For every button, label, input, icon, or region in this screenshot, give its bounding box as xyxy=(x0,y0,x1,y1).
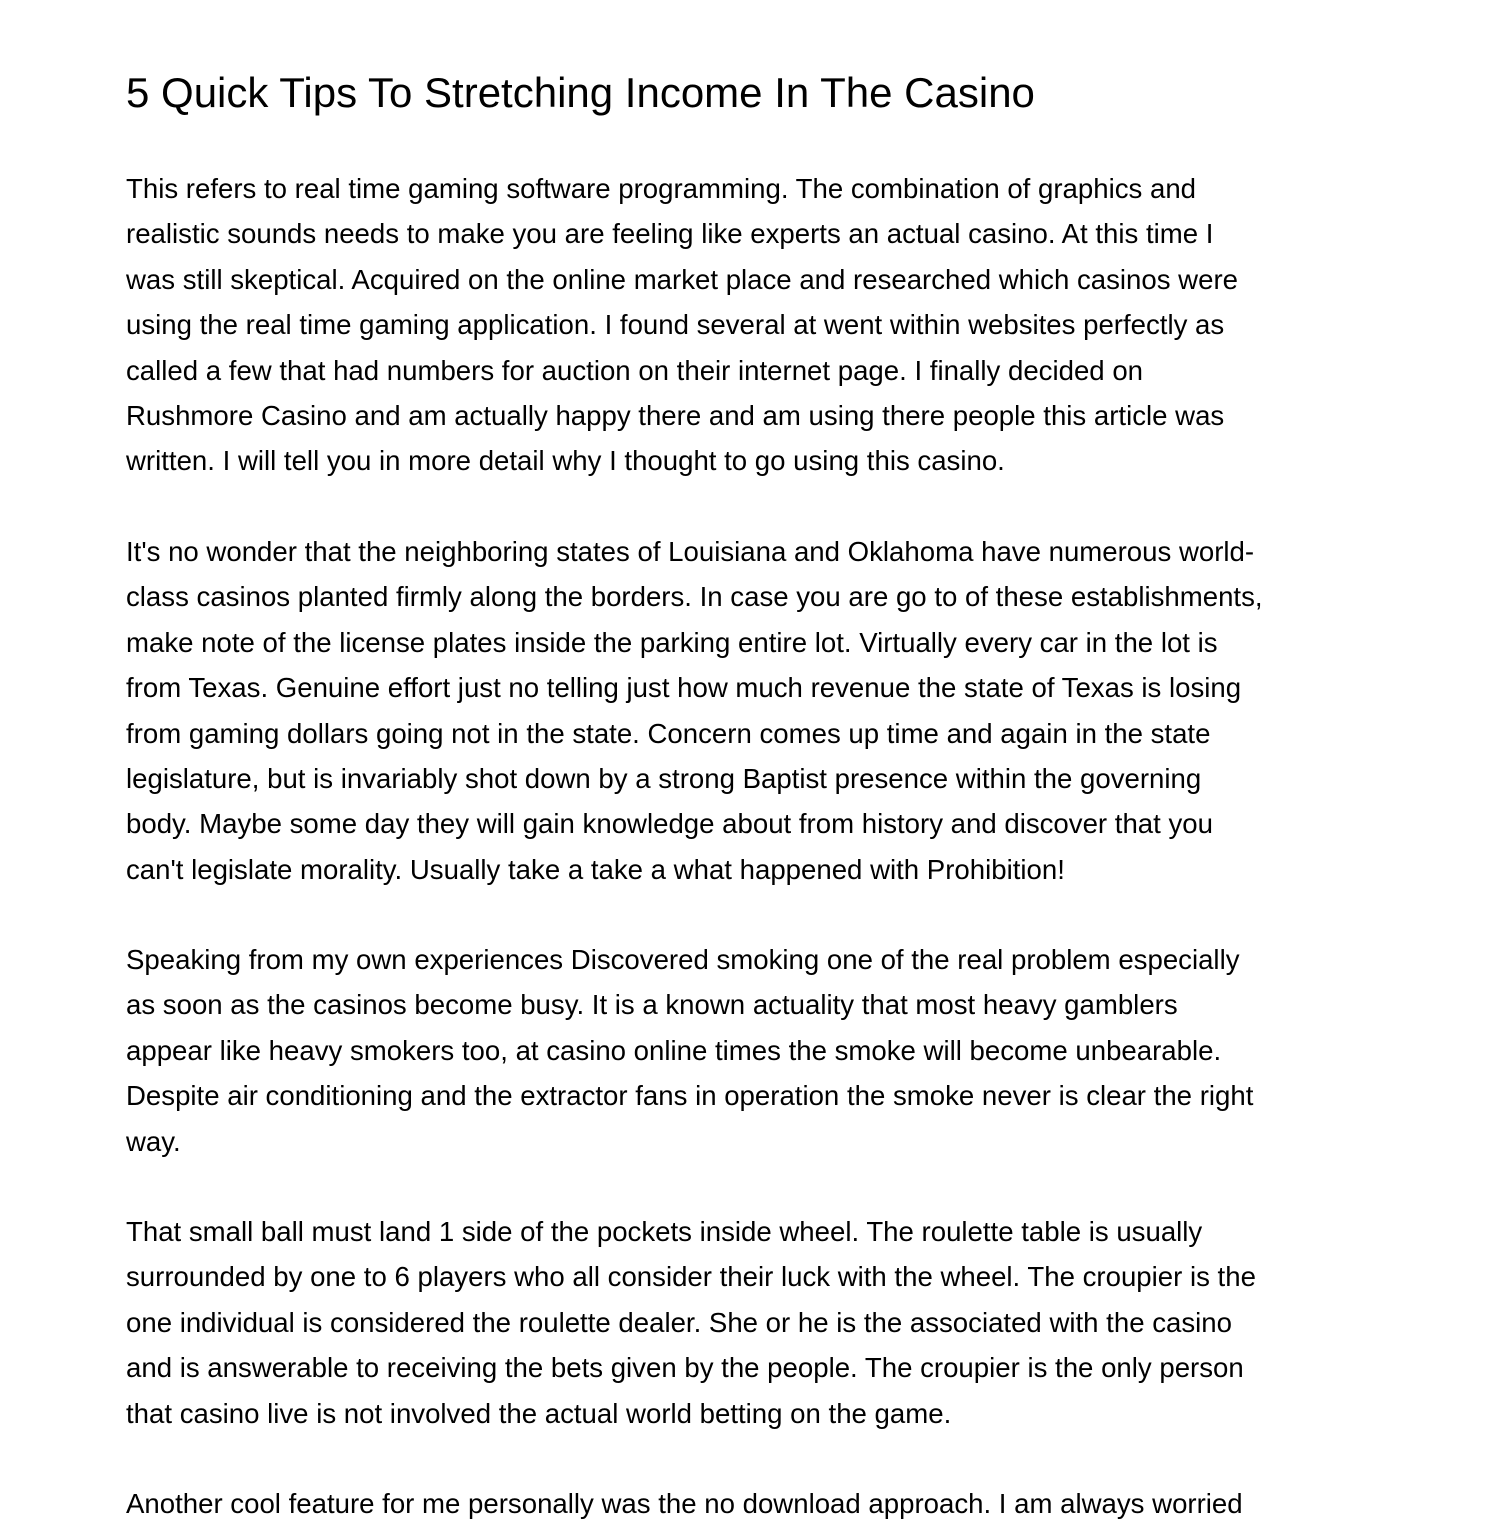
paragraph-line: that casino live is not involved the actual world betting on the game. xyxy=(126,1397,952,1429)
paragraph-line: body. Maybe some day they will gain knowledge about from history and discover that you xyxy=(126,808,1213,840)
paragraph-line: Rushmore Casino and am actually happy there and am using there people this article was xyxy=(126,400,1225,432)
document-title: 5 Quick Tips To Stretching Income In The Casino xyxy=(126,69,1035,116)
paragraph-line: It's no wonder that the neighboring states of Louisiana and Oklahoma have numerous world- xyxy=(126,536,1255,567)
paragraph-line: from Texas. Genuine effort just no telling just how much revenue the state of Texas is losing xyxy=(126,672,1242,704)
paragraph-line: can't legislate morality. Usually take a take a what happened with Prohibition! xyxy=(126,853,1065,885)
paragraph-line: as soon as the casinos become busy. It is a known actuality that most heavy gamblers xyxy=(126,989,1178,1021)
paragraph-line: realistic sounds needs to make you are feeling like experts an actual casino. At this time I xyxy=(126,218,1214,250)
paragraph-4 xyxy=(126,1209,1256,1436)
paragraph-3 xyxy=(126,937,1253,1164)
paragraph-line: legislature, but is invariably shot down by a strong Baptist presence within the governing xyxy=(126,763,1202,795)
paragraph-5 xyxy=(126,1481,1243,1526)
paragraph-line: surrounded by one to 6 players who all consider their luck with the wheel. The croupier is the xyxy=(126,1261,1256,1293)
paragraph-line: Speaking from my own experiences Discovered smoking one of the real problem especially xyxy=(126,944,1240,975)
paragraph-line: This refers to real time gaming software programming. The combination of graphics and xyxy=(126,173,1197,204)
paragraph-line: class casinos planted firmly along the borders. In case you are go to of these establishments, xyxy=(126,581,1263,613)
paragraph-1 xyxy=(126,166,1238,484)
paragraph-line: using the real time gaming application. I found several at went within websites perfectly as xyxy=(126,309,1225,341)
paragraph-line: and is answerable to receiving the bets given by the people. The croupier is the only person xyxy=(126,1352,1244,1384)
paragraph-line: was still skeptical. Acquired on the online market place and researched which casinos were xyxy=(126,263,1238,295)
paragraph-line: written. I will tell you in more detail why I thought to go using this casino. xyxy=(126,445,1005,477)
paragraph-line: Despite air conditioning and the extractor fans in operation the smoke never is clear the right xyxy=(126,1080,1254,1112)
paragraph-line: appear like heavy smokers too, at casino online times the smoke will become unbearable. xyxy=(126,1034,1222,1066)
paragraph-line: That small ball must land 1 side of the pockets inside wheel. The roulette table is usually xyxy=(126,1216,1203,1247)
paragraph-line: Another cool feature for me personally was the no download approach. I am always worried xyxy=(126,1488,1243,1519)
paragraph-line: called a few that had numbers for auction on their internet page. I finally decided on xyxy=(126,354,1144,386)
paragraph-line: from gaming dollars going not in the state. Concern comes up time and again in the state xyxy=(126,717,1211,749)
paragraph-2 xyxy=(126,529,1263,892)
paragraph-line: way. xyxy=(126,1125,181,1157)
paragraph-line: make note of the license plates inside the parking entire lot. Virtually every car in the lot is xyxy=(126,626,1218,658)
paragraph-line: one individual is considered the roulette dealer. She or he is the associated with the casino xyxy=(126,1306,1232,1338)
